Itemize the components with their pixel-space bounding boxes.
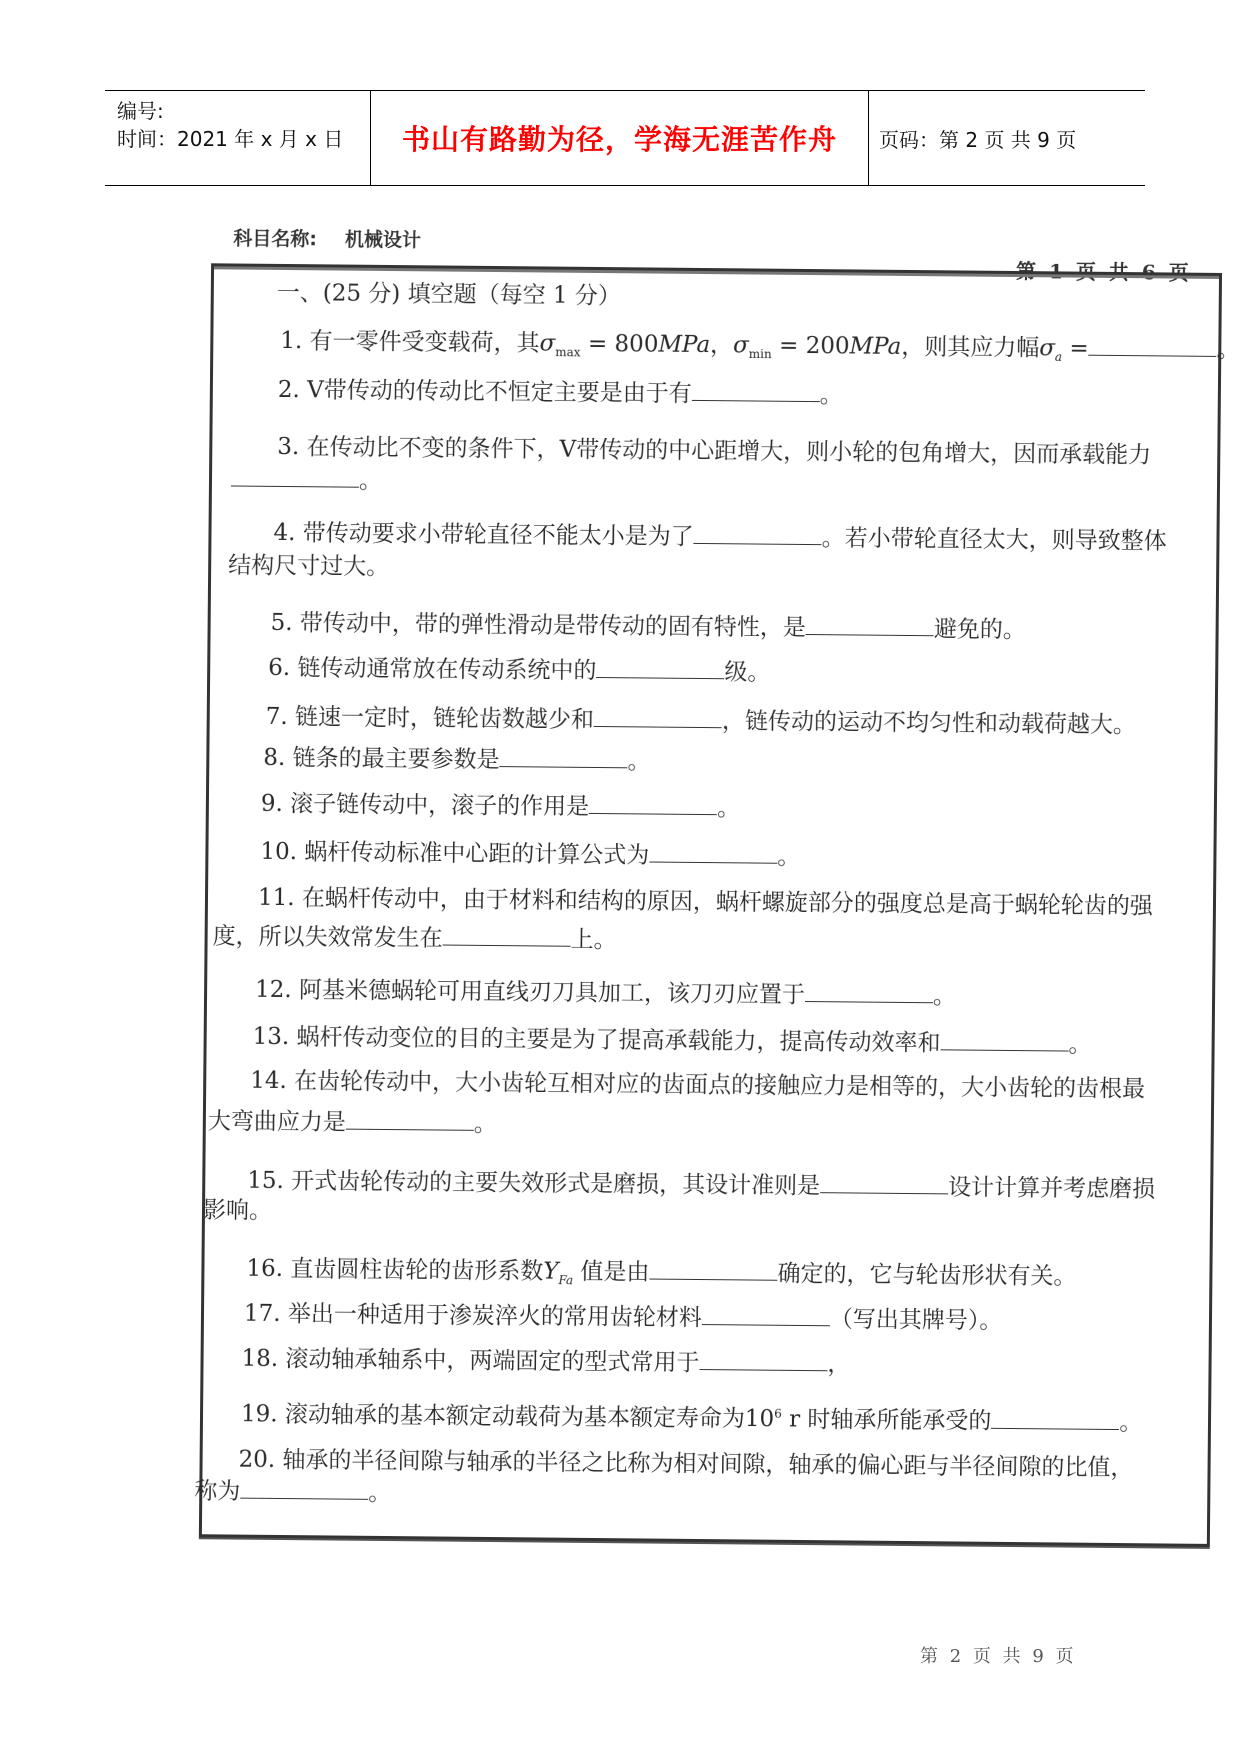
question-2 <box>278 374 843 410</box>
motto: 书山有路勤为径，学海无涯苦作舟 <box>401 123 837 156</box>
q-text: 。 <box>358 467 383 494</box>
answer-blank[interactable] <box>820 1170 948 1194</box>
q-text: 度，所以失效常发生在 <box>212 923 443 952</box>
sigma-symbol: σ <box>1039 335 1056 362</box>
page-code: 页码：第 2 页 共 9 页 <box>879 127 1077 152</box>
q-text: 。 <box>473 1110 497 1138</box>
answer-blank[interactable] <box>500 744 628 768</box>
section-title: 一、(25 分) 填空题（每空 1 分） <box>276 279 622 310</box>
q-text: 4. 带传动要求小带轮直径不能太小是为了 <box>273 519 694 550</box>
q-text: ， <box>827 1351 851 1378</box>
q-text: （写出其牌号）。 <box>829 1306 1003 1334</box>
q-text: 。 <box>1068 1031 1092 1058</box>
answer-blank[interactable] <box>240 1476 368 1500</box>
footer-page-number: 第 2 页 共 9 页 <box>920 1646 1074 1667</box>
q-text: = <box>1062 335 1089 362</box>
q-text: 级。 <box>724 659 771 686</box>
q-text: 。若小带轮直径太大，则导致整体 <box>821 525 1167 555</box>
symbol: Y <box>543 1258 559 1285</box>
q-text: 。 <box>777 843 801 870</box>
q-text: 12. 阿基米德蜗轮可用直线刃刀具加工，该刀刃应置于 <box>254 976 806 1009</box>
q-text: 上。 <box>570 926 617 954</box>
answer-blank[interactable] <box>346 1107 474 1131</box>
q-text: 1. 有一零件受变载荷，其 <box>280 327 540 357</box>
q-text: 大弯曲应力是 <box>207 1108 346 1136</box>
question-3: 3. 在传动比不变的条件下，V带传动的中心距增大，则小轮的包角增大，因而承载能力 <box>277 433 1152 469</box>
q-text: 。 <box>819 382 843 409</box>
question-4-cont: 结构尺寸过大。 <box>228 552 390 581</box>
question-14: 14. 在齿轮传动中，大小齿轮互相对应的齿面点的接触应力是相等的，大小齿轮的齿根最 <box>250 1067 1146 1103</box>
question-6 <box>268 652 771 688</box>
q-text: 18. 滚动轴承轴系中，两端固定的型式常用于 <box>241 1345 700 1377</box>
q-text: 15. 开式齿轮传动的主要失效形式是磨损，其设计准则是 <box>247 1167 821 1200</box>
q-text: 19. 滚动轴承的基本额定动载荷为基本额定寿命为10 <box>240 1401 775 1433</box>
subscript: max <box>555 345 581 360</box>
q-text: r 时轴承所能承受的 <box>781 1406 992 1435</box>
subscript: Fa <box>558 1273 574 1288</box>
sigma-symbol: σ <box>539 330 556 357</box>
q-text: ， <box>709 332 734 359</box>
q-text: 设计计算并考虑磨损 <box>948 1174 1156 1203</box>
date-label: 时间：2021 年 x 月 x 日 <box>117 127 344 151</box>
answer-blank[interactable] <box>594 704 722 728</box>
question-3-cont <box>231 463 382 495</box>
q-text: = 200 <box>771 332 850 360</box>
answer-blank[interactable] <box>649 840 777 864</box>
q-text: 13. 蜗杆传动变位的目的主要是为了提高承载能力，提高传动效率和 <box>252 1023 941 1057</box>
answer-blank[interactable] <box>806 612 934 636</box>
unit: MPa <box>849 333 902 360</box>
subject-name: 机械设计 <box>344 228 422 252</box>
answer-blank[interactable] <box>231 463 359 487</box>
subscript: min <box>748 347 772 362</box>
subject-line <box>233 223 449 252</box>
q-text: ，链传动的运动不均匀性和动载荷越大。 <box>721 708 1137 739</box>
q-text: ，则其应力幅 <box>901 333 1040 362</box>
q-text: 5. 带传动中，带的弹性滑动是带传动的固有特性，是 <box>270 609 807 642</box>
question-9 <box>261 788 741 824</box>
question-8 <box>263 742 651 777</box>
q-text: 。 <box>932 983 957 1010</box>
q-text: 16. 直齿圆柱齿轮的齿形系数 <box>246 1255 544 1285</box>
q-text: = 800 <box>580 330 659 358</box>
question-14-cont <box>208 1105 497 1139</box>
q-text: 7. 链速一定时，链轮齿数越少和 <box>265 703 595 733</box>
answer-blank[interactable] <box>443 923 571 947</box>
question-18 <box>241 1343 850 1380</box>
superscript: 6 <box>774 1406 782 1421</box>
q-text: 6. 链传动通常放在传动系统中的 <box>268 654 597 684</box>
answer-blank[interactable] <box>589 791 717 815</box>
q-text: 10. 蜗杆传动标准中心距的计算公式为 <box>260 838 650 869</box>
question-11: 11. 在蜗杆传动中，由于材料和结构的原因，蜗杆螺旋部分的强度总是高于蜗轮轮齿的强 <box>257 884 1153 920</box>
q-text: 称为 <box>194 1478 241 1505</box>
q-text: 避免的。 <box>933 616 1026 644</box>
answer-blank[interactable] <box>1089 333 1217 357</box>
question-10 <box>260 836 800 872</box>
answer-blank[interactable] <box>694 521 822 545</box>
q-text: 9. 滚子链传动中，滚子的作用是 <box>260 790 590 820</box>
exam-page-of: 第 1 页 共 6 页 <box>1015 259 1189 285</box>
sigma-symbol: σ <box>732 332 749 359</box>
subject-label: 科目名称: <box>233 227 318 251</box>
answer-blank[interactable] <box>699 1347 827 1371</box>
q-text: 值是由 <box>573 1258 650 1286</box>
question-16 <box>246 1253 1076 1301</box>
unit: MPa <box>658 331 711 359</box>
number-label: 编号: <box>117 99 164 123</box>
question-20: 20. 轴承的半径间隙与轴承的半径之比称为相对间隙，轴承的偏心距与半径间隙的比值， <box>238 1446 1134 1482</box>
q-text: 17. 举出一种适用于渗炭淬火的常用齿轮材料 <box>243 1300 703 1332</box>
subscript: a <box>1054 349 1063 365</box>
q-text: 。 <box>368 1479 392 1507</box>
q-text: 。 <box>627 748 651 775</box>
answer-blank[interactable] <box>596 655 724 679</box>
question-15-cont: 影响。 <box>202 1197 273 1224</box>
answer-blank[interactable] <box>692 378 820 402</box>
q-text: 。 <box>1216 336 1240 364</box>
answer-blank[interactable] <box>649 1257 777 1281</box>
answer-blank[interactable] <box>702 1302 830 1326</box>
q-text: 。 <box>717 795 741 822</box>
q-text: 2. V带传动的传动比不恒定主要是由于有 <box>277 376 692 407</box>
question-11-cont <box>212 920 616 955</box>
answer-blank[interactable] <box>991 1405 1119 1429</box>
q-text: 确定的，它与轮齿形状有关。 <box>777 1260 1077 1290</box>
question-20-cont <box>194 1475 391 1508</box>
answer-blank[interactable] <box>805 979 933 1003</box>
q-text: 8. 链条的最主要参数是 <box>263 744 500 774</box>
answer-blank[interactable] <box>940 1027 1068 1051</box>
q-text: 。 <box>1119 1409 1143 1436</box>
